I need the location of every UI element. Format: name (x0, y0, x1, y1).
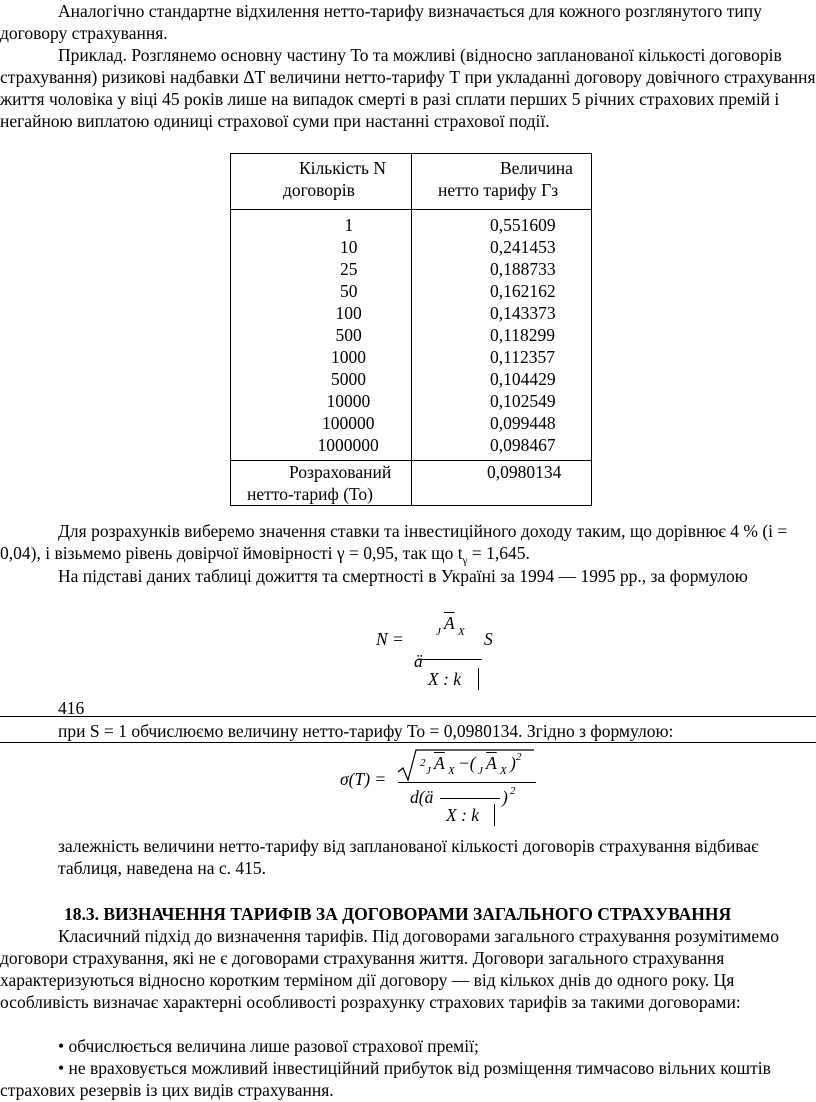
rate-text-end: = 1,645. (467, 543, 530, 563)
formula2-num2-subx: X (500, 765, 507, 777)
formula-n (370, 608, 510, 693)
table-cell-count: 100 (335, 303, 362, 323)
table-footer-label (231, 461, 412, 506)
formula1-num-sub: J (436, 626, 441, 638)
paragraph-dependency (0, 835, 816, 879)
header-tariff-line1: Величина (500, 158, 573, 178)
section-heading: 18.3. ВИЗНАЧЕННЯ ТАРИФІВ ЗА ДОГОВОРАМИ ЗАГАЛЬНОГО СТРАХУВАННЯ (64, 904, 732, 924)
formula2-num-main: $\overline{A}$ (434, 753, 445, 773)
table-tariff-column (412, 210, 592, 461)
table-cell-count: 100000 (322, 413, 375, 433)
table-cell-tariff: 0,098467 (490, 435, 556, 455)
paragraph-intro: Аналогічно стандартне відхилення нетто-тарифу визначається для кожного розглянутого типу договору страхування. (0, 1, 762, 43)
formula2-num2-sub: J (478, 765, 483, 777)
formula2-den-pow: 2 (510, 785, 516, 797)
paragraph-example: Приклад. Розглянемо основну частину То та можливі (відносно запланованої кількості договорів страхування) ризикові надбавки ΔТ величини нетто-тарифу Т при укладанні договору довічного страхування життя чоловіка у віці 45 років лише на випадок смерті в разі сплати перших 5 річних страхових премій і негайною виплатою одиниці страхової суми при настанні страхової події. (0, 45, 816, 131)
header-count-line1: Кількість N (299, 158, 387, 178)
page-break-rule-top (0, 716, 816, 717)
table-cell-tariff: 0,188733 (490, 259, 556, 279)
page-number: 416 (58, 698, 85, 718)
formula2-num-sup: 2 (420, 757, 426, 769)
formula2-num-subx: X (448, 765, 455, 777)
formula1-den-idx: X : k (428, 669, 462, 689)
header-tariff-line2: нетто тарифу Гз (438, 180, 559, 200)
formula1-num-main: $\overline{A}$ (444, 613, 455, 633)
table-cell-count: 50 (340, 281, 358, 301)
formula2-lhs: σ(T) = (340, 769, 387, 789)
bullet-investment: • не враховується можливий інвестиційний прибуток від розміщення тимчасово вільних коштів страхових резервів із цих видів страхування. (0, 1058, 771, 1100)
footer-value: 0,0980134 (487, 462, 562, 482)
formula2-num2-pow: 2 (516, 751, 522, 763)
formula2-num-sub: J (426, 765, 431, 777)
formula2-minus: −( (458, 753, 476, 773)
table-cell-tariff: 0,102549 (490, 391, 556, 411)
table-header-tariff (412, 154, 592, 210)
header-count-line2: договорів (283, 180, 355, 200)
table-cell-count: 5000 (331, 369, 366, 389)
table-footer-value (412, 461, 592, 506)
formula2-den-open: d(ä (410, 787, 434, 807)
table-cell-tariff: 0,143373 (490, 303, 556, 323)
table-cell-tariff: 0,099448 (490, 413, 556, 433)
paragraph-classic: Класичний підхід до визначення тарифів. Під договорами загального страхування розумітимемо договори страхування, які не є договорами страхування життя. Договори загального страхування характеризуються відносно коротким терміном дії договору — від кількох днів до одного року. Ця особливість визначає характерні особливості розрахунку страхових тарифів за такими договорами: (0, 926, 780, 1012)
rate-subscript: γ (462, 554, 468, 567)
formula1-num-subx: X (458, 626, 465, 638)
table-header-row (231, 154, 592, 210)
table-cell-tariff: 0,551609 (490, 215, 556, 235)
paragraph-rate (0, 520, 816, 572)
bullet-single-premium: • обчислюється величина лише разової страхової премії; (58, 1036, 479, 1056)
table-cell-count: 25 (340, 259, 358, 279)
table-cell-tariff: 0,112357 (490, 347, 555, 367)
table-header-count (231, 154, 412, 210)
table-cell-tariff: 0,241453 (490, 237, 556, 257)
page-break-rule-bottom (0, 742, 816, 743)
table-cell-count: 1000000 (317, 435, 379, 455)
formula1-lhs: N = (376, 629, 404, 649)
formula-sigma (340, 746, 540, 828)
table-cell-count: 10 (340, 237, 358, 257)
formula1-rhs: S (484, 629, 493, 649)
table-cell-count: 500 (335, 325, 362, 345)
table-cell-tariff: 0,118299 (490, 325, 555, 345)
formula2-den-idx: X : k (446, 805, 480, 825)
table-footer-row (231, 461, 592, 506)
table-cell-count: 1000 (331, 347, 366, 367)
table-body-row (231, 210, 592, 461)
formula2-den-close: ) (502, 787, 508, 807)
paragraph-compute: при S = 1 обчислюємо величину нетто-тарифу То = 0,0980134. Згідно з формулою: (58, 721, 674, 741)
net-tariff-table (230, 153, 592, 506)
table-cell-tariff: 0,162162 (490, 281, 556, 301)
table-count-column (231, 210, 412, 461)
formula1-den-main: ä (414, 651, 423, 671)
table-cell-count: 1 (344, 215, 354, 235)
rate-text: Для розрахунків виберемо значення ставки та інвестиційного доходу таким, що дорівнює 4 % (і = 0,04), і візьмемо рівень довірчої ймовірності γ = 0,95, так що t (0, 521, 788, 563)
paragraph-mortality: На підставі даних таблиці дожиття та смертності в Україні за 1994 — 1995 рр., за формулою (58, 566, 748, 586)
table-cell-count: 10000 (326, 391, 371, 411)
dependency-text: залежність величини нетто-тарифу від запланованої кількості договорів страхування відбиває таблиця, наведена на с. 415. (58, 836, 759, 878)
footer-label-line1: Розрахований (289, 462, 392, 482)
footer-label-line2: нетто-тариф (То) (247, 484, 374, 504)
table-cell-tariff: 0,104429 (490, 369, 556, 389)
formula2-num2-main: $\overline{A}$ (486, 753, 497, 773)
formula2-num2-close: ) (510, 753, 516, 773)
